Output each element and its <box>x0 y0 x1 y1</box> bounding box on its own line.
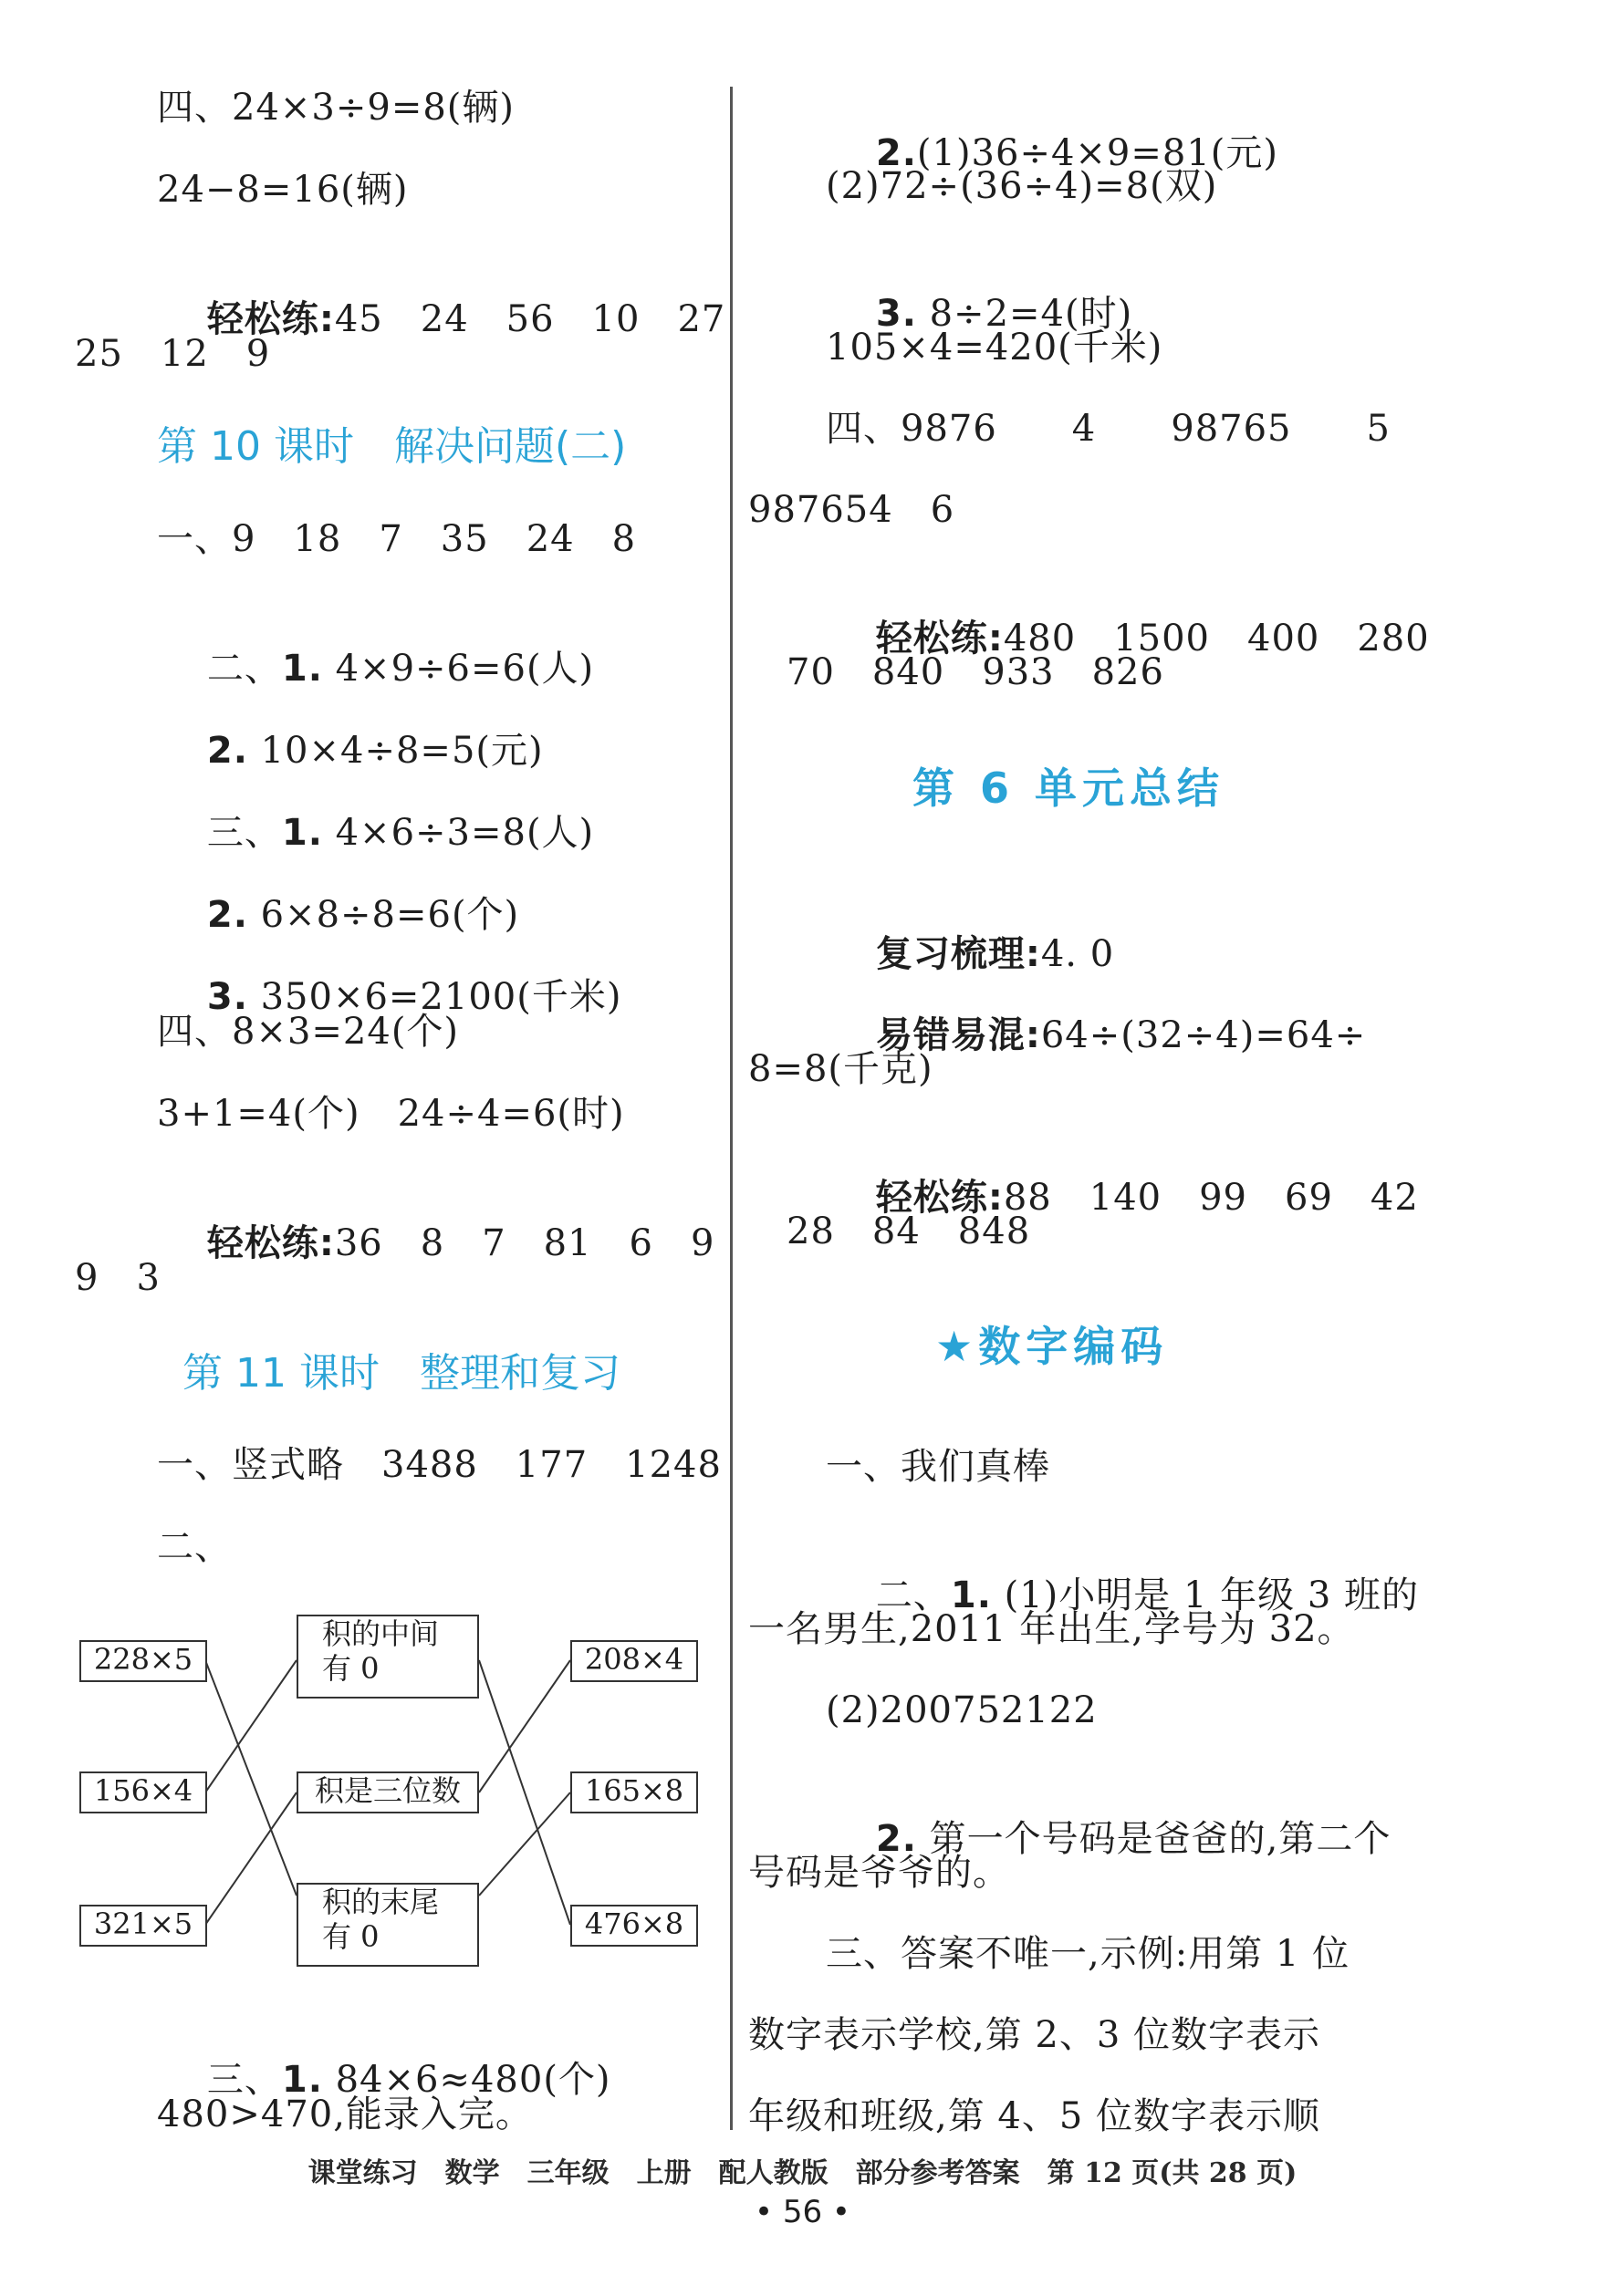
practice-label: 轻松练: <box>206 298 335 340</box>
connector-line <box>479 1792 570 1896</box>
practice-values: 36 8 7 81 6 9 <box>334 1222 715 1264</box>
answer-line: 年级和班级,第 4、5 位数字表示顺 <box>748 2095 1321 2137</box>
answer-line: 28 84 848 <box>787 1210 1031 1252</box>
answer-line: 三、答案不唯一,示例:用第 1 位 <box>826 1933 1350 1975</box>
answer-line: 号码是爷爷的。 <box>748 1852 1010 1894</box>
item-number: 1. <box>281 648 323 690</box>
answer-text: 10×4÷8=5(元) <box>247 730 544 772</box>
practice-values: 45 24 56 10 27 <box>334 298 726 340</box>
expression-box: 165×8 <box>570 1771 698 1813</box>
answer-line: 数字表示学校,第 2、3 位数字表示 <box>748 2014 1321 2056</box>
answer-line: 四、24×3÷9=8(辆) <box>157 87 516 129</box>
practice-values: 88 140 99 69 42 <box>1003 1177 1419 1219</box>
property-box: 积的末尾 有 0 <box>297 1883 479 1967</box>
answer-text: 350×6=2100(千米) <box>247 976 622 1018</box>
connector-line <box>479 1660 570 1792</box>
practice-label: 轻松练: <box>206 1222 335 1264</box>
section-prefix: 三、 <box>206 812 282 854</box>
practice-label: 轻松练: <box>875 618 1004 660</box>
section-heading-number-coding: ★数字编码 <box>935 1322 1169 1371</box>
answer-line: 70 840 933 826 <box>787 651 1164 693</box>
answer-line: (2)200752122 <box>826 1689 1098 1731</box>
expression-box: 208×4 <box>570 1640 698 1682</box>
answer-line: 四、9876 4 98765 5 <box>826 408 1391 450</box>
page-footer: 课堂练习 数学 三年级 上册 配人教版 部分参考答案 第 12 页(共 28 页) <box>307 2157 1298 2189</box>
section-heading-lesson-10: 第 10 课时 解决问题(二) <box>157 423 627 470</box>
answer-text: 第一个号码是爸爸的,第二个 <box>916 1818 1391 1860</box>
answer-text: 84×6≈480(个) <box>322 2059 611 2101</box>
answer-line: 8=8(千克) <box>748 1048 933 1090</box>
answer-line: 一、9 18 7 35 24 8 <box>157 518 637 560</box>
answer-line: 105×4=420(千米) <box>826 327 1163 369</box>
section-heading-lesson-11: 第 11 课时 整理和复习 <box>182 1350 620 1397</box>
section-prefix: 二、 <box>206 648 282 690</box>
answer-line: 一、竖式略 3488 177 1248 <box>157 1444 722 1486</box>
answer-text: 4×6÷3=8(人) <box>322 812 595 854</box>
section-heading-unit-6-summary: 第 6 单元总结 <box>912 764 1225 813</box>
answer-text: (1)36÷4×9=81(元) <box>916 132 1279 174</box>
item-number: 3. <box>206 976 248 1018</box>
connector-line <box>479 1660 570 1925</box>
answer-line: 25 12 9 <box>75 333 271 375</box>
answer-text: 4×9÷6=6(人) <box>322 648 595 690</box>
answer-line: 24−8=16(辆) <box>157 169 409 211</box>
connector-line <box>205 1660 297 1792</box>
practice-label: 轻松练: <box>875 1177 1004 1219</box>
matching-diagram <box>78 1604 707 1987</box>
item-number: 3. <box>875 293 917 335</box>
answer-line: 3+1=4(个) 24÷4=6(时) <box>157 1093 625 1135</box>
expression-box: 228×5 <box>79 1640 207 1682</box>
answer-text: 8÷2=4(时) <box>916 293 1133 335</box>
item-number: 2. <box>206 894 248 936</box>
answer-line: 480>470,能录入完。 <box>157 2093 533 2135</box>
answer-text: (1)小明是 1 年级 3 班的 <box>991 1574 1420 1616</box>
expression-box: 156×4 <box>79 1771 207 1813</box>
connector-line <box>205 1660 297 1896</box>
item-number: 2. <box>875 132 917 174</box>
review-label: 复习梳理: <box>875 933 1041 975</box>
answer-line: 四、8×3=24(个) <box>157 1011 460 1053</box>
practice-line <box>157 1172 714 1314</box>
item-number: 2. <box>875 1818 917 1860</box>
answer-line: 987654 6 <box>748 489 955 531</box>
item-number: 2. <box>206 730 248 772</box>
answer-line: (2)72÷(36÷4)=8(双) <box>826 165 1218 207</box>
page-number: • 56 • <box>755 2194 850 2230</box>
answer-line: 一、我们真棒 <box>826 1446 1050 1488</box>
practice-values: 480 1500 400 280 <box>1003 618 1430 660</box>
section-prefix: 二、 <box>875 1574 951 1616</box>
item-number: 1. <box>281 812 323 854</box>
item-number: 1. <box>281 2059 323 2101</box>
property-box: 积是三位数 <box>297 1771 479 1813</box>
column-divider <box>730 87 733 2130</box>
answer-text: 6×8÷8=6(个) <box>247 894 520 936</box>
section-prefix: 三、 <box>206 2059 282 2101</box>
review-text: 4. 0 <box>1040 933 1115 975</box>
expression-box: 321×5 <box>79 1905 207 1947</box>
expression-box: 476×8 <box>570 1905 698 1947</box>
review-text: 64÷(32÷4)=64÷ <box>1040 1014 1367 1056</box>
answer-line: 二、 <box>157 1526 232 1568</box>
review-label: 易错易混: <box>875 1014 1041 1056</box>
item-number: 1. <box>950 1574 992 1616</box>
answer-line: 9 3 <box>75 1257 161 1299</box>
property-box: 积的中间 有 0 <box>297 1615 479 1699</box>
answer-line: 一名男生,2011 年出生,学号为 32。 <box>748 1608 1355 1650</box>
